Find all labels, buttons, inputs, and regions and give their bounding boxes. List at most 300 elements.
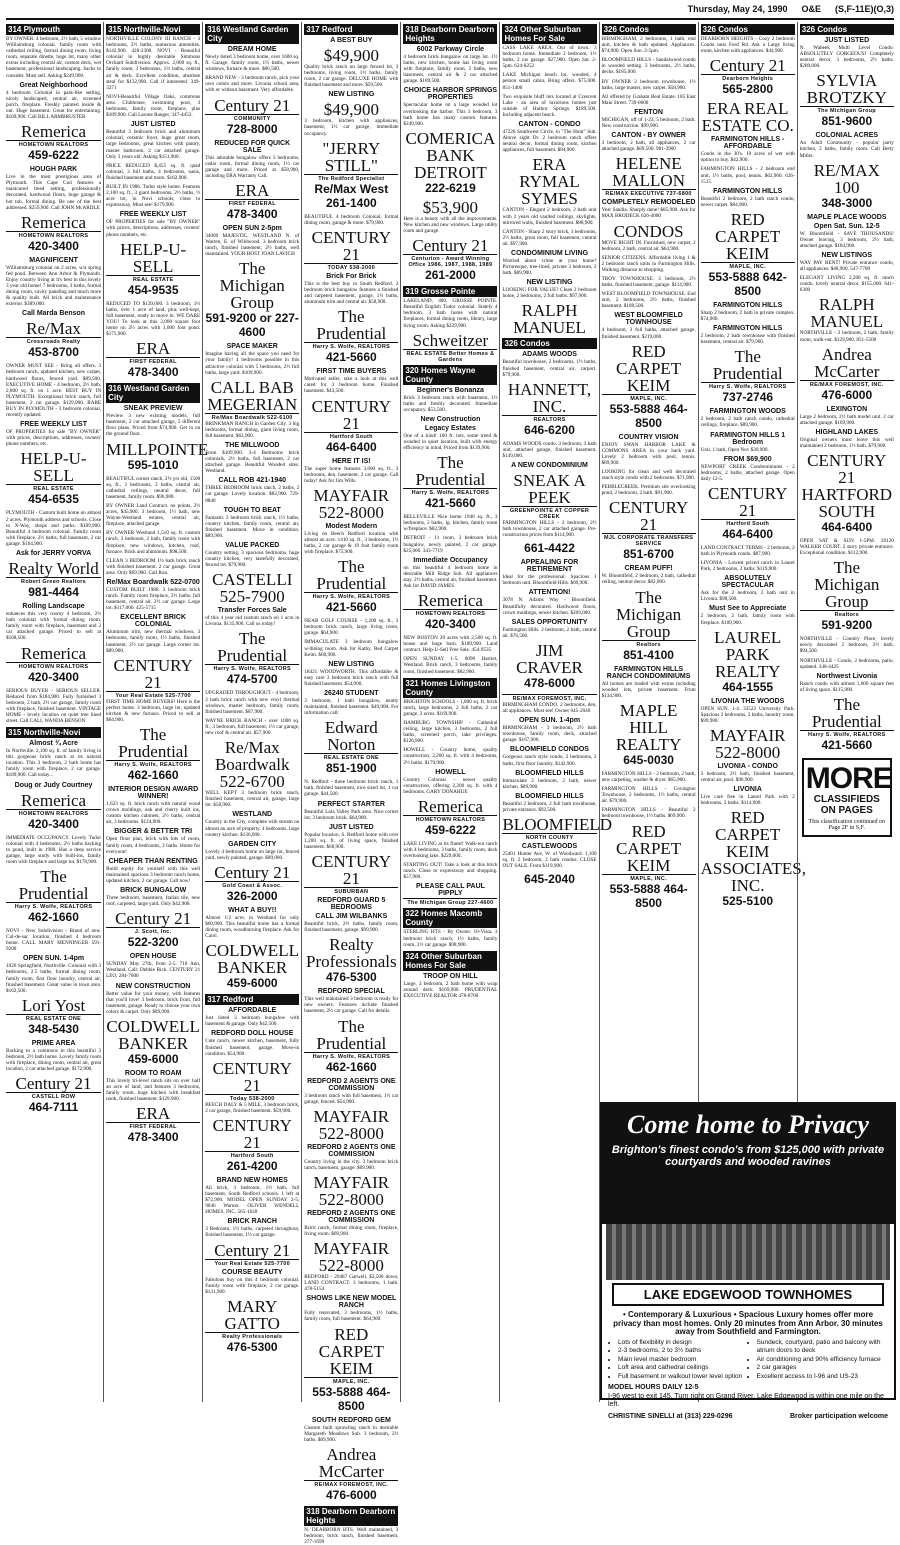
agency-name: SYLVIA BROTZKY [806, 71, 887, 108]
agency-phone: 478-3400 [127, 365, 179, 380]
listing-text: NORTHVILLE COLONY III RANCH - 3 bedrooms, 2½ baths, numerous amenities. $142,900. 420-2300. NOVI - Beautiful colonial in highly desirable Simmons Orchard Subdivision. Approx. 2,000 sq. ft., family room, 3 bedrooms, 1½ baths, central air & deck. Excellent condition, absolute steal for $132,900. Call if interested. 349-3271 [106, 36, 201, 91]
listing-text: Here is a beauty with all the improvements. New kitchen and new windows. Large utility room and garage. [403, 215, 498, 235]
listing-text: 25401 Hunter Ave, W. of Woodward. 1,100 sq. ft. 2 bedroom, 2 bath condos. CLOSE OUT SALE. From $119,900. [502, 850, 597, 870]
listing-headline: WHAT A BUY!! [228, 906, 277, 914]
listing-headline: TOUGH TO BEAT [223, 506, 281, 514]
agency-name: Lori Yost [21, 995, 86, 1015]
listing-headline: HERE IT IS! [332, 457, 371, 465]
agency-name: Remerica [20, 122, 87, 142]
lake-edgewood-ad [600, 1102, 896, 1420]
listing-text: FARMINGTON HILLS - 2 bedroom, 2½ bath townhouse, 2 car attached garage. Pre-construction prices from $114,900. [502, 520, 597, 539]
section-heading: 326 Condos [800, 24, 894, 35]
section-heading: 319 Grosse Pointe [403, 286, 497, 297]
listing-text: SERIOUS BUYER - SERIOUS SELLER. Reduced from $184,900. Fully furnished 3 bedroom, 2 bath, 2½ car garage, family room with fireplace, finished basement. VINTAGE HOME - lovely location on quiet tree lined street. Call CALL WANDA BENSON [6, 687, 102, 724]
listing-headline: Rolling Landscape [22, 603, 85, 611]
listing-text: BRINKMAN RANCH in Garden City. 3 big bedrooms, formal dining, giant living room, full basement. $63,900. [205, 420, 300, 439]
agency-phone: 478-3400 [127, 1130, 179, 1145]
section-heading: 324 Other Suburban Homes For Sale [403, 951, 497, 971]
section-heading: 324 Other Suburban Homes For Sale [502, 24, 596, 44]
lake-ad-feature: • Air conditioning and 90% efficiency furnace [757, 1356, 889, 1365]
lake-ad-headline: Come home to Privacy [627, 1110, 869, 1139]
listing-text: NEAR GOLF COURSE - 1,200 sq. ft., 3 bedroom brick ranch, large living room, garage. $64,900. [304, 618, 399, 637]
header-page: (S,F-11E)(O,3) [834, 4, 894, 14]
listing-text: This well maintained 3 bedroom is ready for new owners. Features include finished basement, 2½ car garage. Call for details. [304, 996, 399, 1015]
agency-name: HELP-U-SELL [20, 449, 87, 486]
listing-text: Beautiful Lola Valley Park area. Nice corner lot, 3 bedroom brick. $64,900. [304, 808, 399, 821]
agency-phone: 553-5888 642-8500 [708, 269, 787, 298]
listing-text: NORTHVILLE - 2 bedroom, 2 bath, family room, walk-out. $129,900. 851-5500 [799, 330, 894, 343]
agency-phone: 553-5888 464-8500 [312, 1384, 391, 1413]
agency-name: SNEAK A PEEK [513, 471, 586, 507]
agency-name: RALPH MANUEL [810, 295, 884, 332]
section-heading: 318 Dearborn Dearborn Heights [304, 1506, 398, 1526]
listing-text: REDUCED TO $139,000. 3 bedroom, 1½ baths, over 1 acre of land, plus well-kept, full basement, ready to move in. WE DARE YOU! To look at this 2,000 square foot home on 2½ acres with 1,000 foot pond. $175,900. [106, 300, 201, 338]
agency-subtitle: The Redford Specialist [304, 174, 398, 182]
listing-text: OF PROPERTIES for sale "BY OWNER" with prices, descriptions, addresses, owners' phone numbers, etc. [6, 429, 102, 448]
agency-phone: 326-2000 [226, 888, 278, 903]
listing-headline: HIGHLAND LAKES [815, 428, 879, 436]
listing-headline: REDFORD GUARD 5 BEDROOMS [317, 897, 386, 912]
agency-name: Century 21 [214, 95, 291, 115]
section-heading: 322 Homes Macomb County [403, 908, 497, 928]
listing-text: Beautiful 3 bedroom brick and aluminum colonial, ceramic foyer, huge great room, large bedrooms, great kitchen with pantry, master bathroom, 2 car attached garage. Only 3 years old. Asking $151,900. [106, 129, 201, 160]
agency-phone: 421-5660 [425, 496, 476, 511]
listing-text: WAYNE BRICK RANCH - over 1000 sq. ft., 3 bedroom, full basement, 1½ car garage, new roof & central air. $57,900. [205, 717, 300, 737]
listing-headline: ABSOLUTELY SPECTACULAR [721, 575, 774, 590]
listing-text: Worried about crime at your home? Picturesque, tree-lined, private 3 bedroom, 2 bath. $89,900. [502, 257, 597, 277]
listing-headline: COUNTRY VISION [618, 433, 679, 441]
lake-ad-feature: • Full basement or walkout lower level option [618, 1373, 750, 1382]
agency-name: ERA REAL ESTATE CO. [701, 99, 794, 136]
agency-phone: 737-2746 [722, 390, 774, 405]
section-heading: 318 Dearborn Dearborn Heights [403, 24, 497, 44]
agency-subtitle: Realtors [602, 640, 696, 648]
agency-name: HANNETT, INC. [507, 379, 592, 416]
listing-headline: HOUGH PARK [29, 166, 78, 174]
listing-headline: FARMINGTON HILLS [713, 325, 783, 333]
section-heading: 317 Redford [304, 24, 398, 35]
agency-name: COLDWELL BANKER [205, 941, 299, 978]
listing-text: 2 bedroom, 2 bath townhouse with finished basement, central air. $79,900. [700, 333, 795, 346]
listing-text: UPGRADED THROUGHOUT - 4 bedroom, 2 bath brick ranch with new vinyl thermal windows, master bedroom, family room, finished basement. $87,900. [205, 690, 300, 715]
listing-text: N. Wabeek Multi Level Condo. ABSOLUTELY GORGEOUS! Completely neutral decor, 3 bedrooms, 2½ baths. $289,000. [799, 45, 894, 70]
agency-name: $49,900 [323, 46, 379, 65]
agency-phone: 646-6200 [524, 422, 575, 437]
agency-name: Century 21 [412, 236, 489, 256]
agency-subtitle: Crossroads Realty [6, 337, 101, 345]
agency-phone: 348-5430 [28, 1021, 79, 1036]
agency-phone: 420-3400 [28, 669, 79, 684]
agency-phone: 464-6400 [325, 439, 377, 454]
agency-phone: 981-4464 [28, 585, 79, 600]
listing-text: All homes are loaded with extras including wooded lots, private basement. From $134,900. [601, 680, 696, 699]
listing-text: Live in the most prestigious area of Plymouth. This Cape Cod features a manicured treed setting, professionally decorated, hardwood floors, huge garage & hot tub, formal dining. Be one of the best addressed. $259,900. Call JOHN McARDLE [6, 174, 102, 211]
agency-subtitle: Centurion - Award Winning Office 1986, 1987, 1988, 1989 [403, 254, 497, 268]
listing-text: Spectacular home on a large wooded lot overlooking the harbor. This 3 bedroom, 3 bath home has many custom features. $249,900. [403, 102, 498, 127]
agency-name: RE/MAX 100 [813, 160, 880, 197]
listing-text: BY OWNER Westland 1,510 sq. ft. custom ranch, 3 bedroom, 2 bath, family room with fireplace, new windows, kitchen, roof, furnace. Brick and aluminum. $98,500. [106, 530, 201, 555]
listing-headline: THE MILLWOOD [225, 441, 280, 449]
agency-name: The Prudential [811, 694, 882, 731]
listing-headline: DREAM HOME [227, 46, 277, 53]
listing-text: BEAUTIFUL 4 bedroom Colonial, formal dining room, garage & more. $79,900. [304, 213, 399, 226]
listing-text: Country Colonial - newer quality construction, offering 2,200 sq. ft. with 4 bedrooms. GARY DONAHUE [403, 776, 498, 795]
listing-text: Ranch condo with almost 1,600 square feet of living space. $115,900. [799, 680, 894, 693]
listing-headline: FREE WEEKLY LIST [119, 211, 187, 219]
listing-text: BEAUTIFUL corner ranch, 2½ yrs old, 1500 sq. ft., 3 bedrooms, 2 baths, central air, cathedral ceilings, neutral decor, full basement, family room. $96,900. [106, 475, 201, 500]
listing-text: Fantastic 3 bedroom brick ranch, 1½ baths, country kitchen, family room, central air, finished basement. Move in condition. $89,900. [205, 514, 300, 539]
agency-subtitle: RE/MAX EXECUTIVE 737-6800 [602, 189, 696, 197]
listing-headline: FARMINGTON HILLS [713, 301, 783, 309]
agency-phone: 476-6000 [325, 1487, 377, 1502]
listing-headline: CHOICE HARBOR SPRINGS PROPERTIES [403, 87, 498, 102]
agency-phone: 462-1660 [127, 768, 179, 783]
listing-headline: LIVONIA [733, 786, 762, 794]
listing-text: Country living in the city. 3 bedroom brick ranch, basement, garage. $69,900. [304, 1158, 399, 1171]
listing-text: 2 bedroom, 2 bath ranch condo, cathedral ceilings, fireplace. $89,900. [700, 416, 795, 429]
agency-name: The Prudential [316, 307, 387, 344]
agency-subtitle: Harry S. Wolfe, REALTORS [304, 1052, 398, 1060]
listing-headline: 6002 Parkway Circle [416, 46, 485, 53]
listing-text: The super home features 3,600 sq. ft., 3 bedrooms, den, basement, 2 car garage. Call today! Ask for Jim Wills. [304, 465, 399, 484]
listing-headline: FARMINGTON HILLS 1 Bedroom [710, 431, 786, 446]
section-heading: 321 Homes Livingston County [403, 678, 497, 698]
agency-name: Remerica [417, 591, 483, 611]
listing-headline: Open Sat. Sun. 12-5 [813, 222, 880, 230]
agency-name: The Prudential [316, 557, 387, 594]
lake-ad-features [608, 1339, 888, 1382]
agency-subtitle: REALTORS [502, 415, 596, 423]
column-1 [4, 22, 103, 1402]
listing-text: OPEN SAT & SUN 1-5PM. 39120 WALKER COURT. 2 story private entrance. Exceptional condition. $112,900. [799, 537, 894, 557]
listing-headline: BIGGER & BETTER TRI [114, 828, 193, 836]
agency-phone: 421-5660 [325, 600, 377, 615]
agency-phone: 851-4100 [623, 647, 674, 662]
listing-text: Quality brick ranch on large fenced lot, 3 bedrooms, living room, 1½ baths, family room, 2 car garage. DELUXE HOME with finished basement and more. $59,500. [304, 64, 399, 89]
column-5 [400, 22, 499, 1402]
agency-name: MAYFAIR 522-8000 [313, 1106, 390, 1143]
listing-headline: REDFORD DOLL HOUSE [211, 1030, 294, 1038]
lake-ad-subhead: Brighton's finest condo's from $125,000 with private courtyards and wooded ravines [611, 1144, 885, 1168]
agency-name: CONDOS [613, 221, 684, 241]
listing-headline: JUST LISTED [130, 121, 176, 129]
agency-name: ERA [136, 339, 171, 359]
listing-text: REDFORD - 20487 Garwell, $2,500 down, LAND CONTRACT. 3 bedrooms, 1 bath. 478-5154 [304, 1274, 399, 1293]
header-date: Thursday, May 24, 1990 [687, 4, 788, 14]
listing-text: Better value for your money, with features that you'll love! 3 bedroom, brick front, full basement, garage. Ready to choose your own colors & carpet. Only $89,900. [106, 990, 201, 1015]
listing-headline: ROOM TO ROAM [124, 1069, 182, 1077]
column-4 [301, 22, 400, 1545]
section-heading: 326 Condos [701, 24, 795, 35]
agency-phone: 222-6219 [425, 180, 476, 195]
listing-text: Backing to a commons in this beautiful 3 bedroom, 2½ bath home. Lovely family room with fireplace, dining room, central air, great location, 2 car attached garage. $172,900. [6, 1047, 102, 1073]
agency-phone: 454-6535 [28, 492, 79, 507]
listing-headline: Immediate Occupancy [413, 556, 488, 564]
section-heading: 314 Plymouth [6, 24, 101, 35]
column-3 [202, 22, 301, 1402]
agency-subtitle: Today 538-2000 [205, 1094, 299, 1102]
listing-headline: EXCELLENT BRICK COLONIAL [120, 614, 186, 629]
agency-phone: 462-1660 [28, 910, 79, 924]
listing-headline: Ask for JERRY VORVA [15, 550, 92, 558]
listing-headline: SOUTH REDFORD GEM [311, 1416, 391, 1424]
listing-text: BLOOMFIELD HILLS - Sandalwood condo in wooded setting. 3 bedrooms, 2½ baths, decks. $185,000. [601, 57, 696, 76]
listing-text: PLYMOUTH - Custom built home on almost 2 acres. Plymouth address and schools. Close to X-Way, shops and parks. $189,900. Beautiful 4 bedroom colonial. Family room with fireplace, 2½ baths, full basement, 2 car garage. $164,900. [6, 510, 102, 547]
listing-text: BY OWNER Land Contract. no points, 2½ acres, $45,900. 3 bedroom, 1½ bath, new Wayne-Westland estates, central air, fireplace, attached garage. [106, 502, 201, 528]
agency-name: Edward Norton [324, 718, 378, 755]
listing-text: BRIGHTON SCHOOLS - 1,800 sq. ft. brick ranch, large bedrooms, 2 full baths, 2 car garage, 2 acres. $169,900. [403, 698, 498, 717]
agency-name: The Michigan Group [219, 259, 285, 313]
agency-subtitle: FIRST FEDERAL [106, 357, 200, 365]
agency-subtitle: Hartford South [205, 1151, 299, 1159]
listing-headline: LIVONIA THE WOODS [711, 697, 785, 705]
listing-text: LOOKING FOR VALUE? Clean 2 bedroom home, 2 bedrooms, 2 full baths. $97,900. [502, 287, 597, 300]
listing-text: All offered by Graham Real Estate. 185 East Main Street. 739-0600 [601, 93, 696, 106]
listing-text: WAY PAY RENT! Private entrance condo, all appliances. $48,900. 547-7700 [799, 259, 894, 273]
agency-phone: 476-5300 [325, 970, 377, 985]
listing-headline: AFFORDABLE [228, 1007, 277, 1015]
listing-headline: CONDOMINIUM LIVING [511, 249, 589, 257]
listing-headline: SNEAK PREVIEW [123, 405, 183, 413]
agency-subtitle: Your Real Estate 525-7700 [205, 1259, 299, 1267]
listing-headline: ATTENTION! [528, 589, 571, 597]
listing-text: FARMINGTON HILLS - 2 bedroom, 2 bath, new carpeting, washer & dryer. $65,900. [601, 770, 696, 783]
listing-headline: New Construction [420, 415, 481, 423]
page-header [6, 0, 894, 20]
agency-phone: 553-5888 464-8500 [609, 881, 688, 910]
listing-text: 1,623 sq. ft. brick ranch with natural wood crown moldings, oak and cherry built ins, custom kitchen cabinets, 2½ baths, central air, 3 bedrooms. $124,900. [106, 801, 201, 826]
agency-name: The Prudential [18, 867, 89, 903]
agency-name: CENTURY 21 [311, 852, 391, 889]
listing-text: BIRMINGHAM - 3 bedroom, 2½ bath townhouse, family room, deck, attached garage. $167,900. [502, 725, 597, 744]
listing-text: SUNDAY May 27th, from 2-5. 710 Ann, Westland. Call: Debbie Rich. CENTURY 21 LEO, 284-7000 [106, 961, 201, 980]
agency-phone: 348-3000 [821, 195, 873, 210]
listing-text: PRICE REDUCED $,455 sq. ft. quad colonial, 3 full baths, 4 bedrooms, oasis, finished basement and more. $162,900. [106, 162, 201, 181]
listing-text: Brick ranch, formal dining room, fireplace, living room. $69,900. [304, 1224, 399, 1237]
listing-headline: OPEN SUN. 1-4pm [518, 717, 581, 725]
agency-name: Re/Max Boardwalk 522-6700 [214, 738, 290, 792]
agency-subtitle: FIRST FEDERAL [106, 1122, 200, 1130]
section-heading: 317 Redford [205, 994, 299, 1005]
listing-text: HOWELL - Country home, quality construction, 2,200 sq. ft. with 4 bedrooms, 2½ baths. $179,900. [403, 747, 498, 766]
listing-text: 47226 Southwest Circle, in "The Hunt" Sub. Above sight Dr. 2 bedroom ranch offers neutral decor, formal dining room, kitchen appliances, full basement. $84,900. [502, 129, 597, 154]
lake-ad-feature: • Lots of flexibility in design [618, 1339, 750, 1348]
listing-text: Immaculate 2 bedroom, 2 bath, newer kitchen. $89,900. [502, 777, 597, 790]
agency-name: Remerica [20, 643, 87, 663]
agency-subtitle: HOMETOWN REALTORS [6, 140, 101, 148]
section-heading: 326 Condos [602, 24, 696, 35]
agency-phone: 464-6400 [821, 519, 873, 534]
agency-name: MAPLE HILL REALTY [615, 700, 682, 754]
listing-headline: JUST LISTED [328, 823, 374, 831]
listing-text: BUILT IN 1986. Tudor style home. Features 2,100 sq. ft., 3 giant bedrooms, 2½ baths, ½ acre lot, in Novi schools, close to expressway. Must see! $179,900. [106, 183, 201, 209]
listing-headline: REDFORD 2 AGENTS ONE COMMISSION [307, 1209, 396, 1224]
lake-ad-feature: • Excellent access to I-96 and US-23 [757, 1373, 889, 1382]
agency-name: Andrea McCarter [318, 1444, 384, 1481]
section-heading: 315 Northville-Novi [6, 727, 101, 738]
agency-name: ERA [136, 1104, 171, 1124]
agency-phone: 851-6700 [623, 547, 674, 562]
listing-headline: FARMINGTON HILLS - AFFORDABLE [711, 136, 785, 151]
listing-text: HAMBURG TOWNSHIP - Cathedral ceiling, large kitchen, 3 bedrooms, 2 full baths, screened porch, lake privileges. $126,900. [403, 719, 498, 745]
listing-text: N. DEARBORN HTS. Well maintained, 3 bedroom, brick ranch, finished basement. 277-1699 [304, 1526, 399, 1545]
listing-text: All brick, 3 bedroom, 1½ bath, full basement, South Redford schools. 1 left at $72,900. MODEL OPEN SUNDAY 2-5, 9046 Warner. OLIVER WENDELL HOMES, INC. 565-1620 [205, 1184, 300, 1216]
listing-headline: GARDEN CITY [228, 840, 277, 848]
agency-name: Realty World [8, 559, 99, 579]
agency-subtitle: SUBURBAN [304, 887, 398, 895]
agency-subtitle: HOMETOWN REALTORS [6, 662, 101, 670]
listing-headline: FARMINGTON WOODS [709, 408, 786, 416]
agency-phone: 420-3400 [28, 238, 79, 253]
more-classifieds-box [802, 758, 892, 837]
listing-text: Ask for the 2 bedroom, 2 bath unit in Livonia. $98,500. [700, 590, 795, 603]
agency-subtitle: HOMETOWN REALTORS [6, 231, 101, 239]
listing-headline: REDFORD SPECIAL [317, 988, 385, 996]
agency-phone: 462-1660 [325, 1059, 377, 1074]
listing-text: Original owners must leave this well maintained 2 bedroom, 1½ bath. $79,900. [799, 436, 894, 449]
agency-subtitle: REAL ESTATE ONE [304, 753, 398, 761]
listing-headline: Beginner's Bonanza [416, 386, 484, 394]
listing-headline: Great Neighborhood [19, 81, 88, 89]
agency-phone: 851-9600 [821, 114, 873, 129]
agency-name: CENTURY 21 [608, 498, 689, 535]
agency-phone: 553-5888 464-8500 [609, 401, 688, 430]
agency-subtitle: GREENPOINTE AT COPPER CREEK [502, 506, 596, 520]
agency-phone: 421-5660 [821, 737, 873, 752]
agency-name: RED CARPET KEIM [616, 341, 682, 395]
listing-text: Ideal for the professional. Spacious 1 bedroom unit. Bloomfield Hills. $69,900. [502, 574, 597, 587]
agency-subtitle: Harry S. Wolfe, REALTORS [800, 730, 894, 738]
listing-text: BY OWNER. 4 bedroom, 2½ bath, 5 window Williamsburg colonial. family room with cathedral ceiling, formal dining room, living room, separate dinette, huge lot, many other extras including central air, custom deck, wet basement, professional landscaping. Sacks to consider. Must sell. Asking $249,900. [6, 36, 102, 79]
listing-text: Almost 1/2 acre, in Westland for only $60,900. This beautiful home has a formal dining room, woodburning fireplace. Ask for Carol. [205, 914, 300, 940]
listing-text: Unit, 1 bath, Open Nov $39,900. [700, 446, 769, 453]
agency-name: CENTURY 21 HARTFORD SOUTH [801, 450, 893, 521]
listing-text: Build equity for yourself with this well maintained spacious 3 bedroom ranch home, updated kitchen, 2 car garage. Call now! [106, 865, 201, 884]
listing-text: LIVONIA - Lowest priced ranch in Laurel Park, 2 bedrooms, 2 baths. $119,900. [700, 560, 795, 573]
agency-name: CENTURY 21 [708, 483, 788, 520]
agency-name: COMERICA BANK DETROIT [405, 128, 496, 182]
agency-phone: 420-3400 [425, 617, 476, 632]
listing-text: 3 bedroom, 2½ bath, finished basement, central air, pool. $96,900. [700, 770, 795, 783]
agency-subtitle: MAPLE, INC. [602, 394, 696, 402]
listing-headline: A NEW CONDOMINIUM [511, 462, 588, 469]
agency-subtitle: Harry S. Wolfe, REALTORS [403, 488, 497, 496]
agency-phone: 474-5700 [226, 672, 278, 687]
listing-headline: REDUCED FOR QUICK SALE [214, 139, 291, 154]
listing-text: One of a kind! 100 ft. lots, some treed & wooded in quiet location, built with energy efficiency in mind. Priced from $139,900. [403, 432, 498, 452]
listing-headline: BRAND NEW HOMES [216, 1176, 288, 1184]
listing-text: Three bedroom, basement, Italian tile, new roof, carpeted, large yard. Only $42,900. [106, 895, 201, 908]
agency-subtitle: REAL ESTATE ONE [6, 1014, 101, 1022]
agency-name: The Prudential [118, 725, 189, 762]
listing-text: 4 bedroom Colonial in park-like setting, nicely landscaped, central air, screened porch, fireplace. Freshly painted inside & out. Huge basement. Great for entertaining. $169,900. Call BILL ARMBRUSTER [6, 89, 102, 121]
listing-text: Beautiful 2 bedroom, 2 bath ranch condo, newer carpet. $84,900. [700, 195, 795, 208]
agency-name: RED CARPET KEIM [616, 821, 682, 875]
listing-text: BIRMINGHAM CONDO, 2 bedrooms, den, all appliances. Must see! Owner 645-2040 [502, 701, 597, 715]
listing-text: Motivated seller, take a look at this well cared for 3 bedroom home. Finished basement. $43,500. [304, 376, 399, 395]
listing-text: 3 bedroom, 1 bath bungalow, neatly maintained, finished basement. $49,900. For information call: [304, 698, 399, 717]
listing-text: 3078 N. Adams Way - Bloomfield. Beautifully decorated. Hardwood floors, crown moldings, newer kitchen. $209,000. [502, 597, 597, 616]
agency-name: The Michigan Group [814, 558, 880, 612]
listing-headline: Call Marda Benson [22, 310, 86, 318]
agency-phone: 459-6222 [28, 148, 79, 163]
agency-phone: 645-0030 [623, 752, 674, 767]
listing-text: MOVE RIGHT IN. Furnished, new carpet, 2 bedroom, 2 bath, central air. $64,900. [601, 239, 696, 252]
agency-phone: 454-9535 [127, 282, 179, 297]
agency-phone: 478-6000 [524, 675, 575, 690]
listing-text: W. Bloomfield - SAVE THOUSANDS! Owner leaving, 3 bedroom, 2½ bath, attached garage. $184,900. [799, 230, 894, 249]
listing-headline: NEW LISTING [526, 279, 573, 287]
listing-text: From $109,900. 3-4 Bedrooms brick colonials, 2½ baths, full basement, 2 car attached garage. Beautiful Wooded sites. Westland. [205, 449, 300, 475]
agency-subtitle: Gold Coast & Assoc. [205, 881, 299, 889]
listing-text: This adorable bungalow offers 3 bedrooms, cedar room, formal dining room, 1½ car garage and more. Priced at $58,900, including ERA Warranty Call. [205, 154, 300, 179]
listing-text: 4 bedroom, 3 full baths, attached garage, finished basement. $219,000. [601, 327, 696, 340]
more-note: This classification continued on Page 2F in S,F. [808, 818, 886, 831]
listing-text: ELEGANT LIVING 2,200 sq. ft. ranch condo, lovely neutral decor. $155,000. 641-6300 [799, 275, 894, 294]
listing-text: DETROIT - 11 room, 3 bedroom brick bungalow, newly painted, 2 car garage. $25,000. 343-7719 [403, 535, 498, 554]
lake-ad-feature: • Loft area and cathedral ceilings [618, 1364, 750, 1373]
listing-text: LOOKING for clean and well decorated ranch style condo with 2 bedrooms. $71,900. [601, 469, 696, 482]
agency-phone: 464-7111 [28, 1100, 79, 1115]
listing-text: LAKE Michigan beach lot, wooded, 4 person small cabin, Bring offers. $75,000. 851-1400 [502, 72, 597, 91]
listing-headline: BLOOMFIELD HILLS [515, 769, 584, 777]
listing-headline: VALUE PACKED [225, 542, 280, 549]
agency-subtitle: NORTH COUNTY [502, 833, 596, 841]
agency-subtitle: RE/MAX FOREMOST, INC. [304, 1480, 398, 1488]
lake-ad-contact: CHRISTINE SINELLI at (313) 229-0296 [608, 1412, 733, 1420]
listing-headline: MAPLE PLACE WOODS [807, 213, 887, 221]
listing-headline: BLOOMFIELD HILLS [515, 792, 584, 800]
listing-text: Gorgeous ranch style condo, 2 bedrooms, 2 baths, first floor laundry. $142,900. [502, 754, 597, 767]
listing-headline: OPEN HOUSE [129, 953, 177, 961]
agency-name: MAYFAIR 522-8000 [313, 485, 390, 522]
lake-ad-tagline: • Contemporary & Luxurious • Spacious Luxury homes offer more privacy than most homes. Only 20 minutes from Ann Arbor. 30 minutes away from Southfield and Farmington. [613, 1310, 883, 1336]
section-heading: 326 Condos [502, 338, 596, 349]
agency-name: Century 21 [214, 1240, 291, 1260]
listing-text: DEARBORN HEIGHTS - Cozy 2 bedroom Condo near Ford Rd. Ask a Large living room, kitchen with appliances. $44,900. [700, 36, 795, 55]
listing-text: FARMINGTON HILLS - Beautiful 2 bedroom townhouse, 1½ baths. $69,900. [601, 807, 696, 820]
listing-headline: TROOP ON HILL [423, 972, 478, 980]
agency-phone: 261-4200 [226, 1158, 278, 1173]
lake-ad-broker: Broker participation welcome [789, 1412, 888, 1420]
agency-phone: 476-5300 [226, 1339, 278, 1354]
listing-text: CLEAN 3 BEDROOM 1½ bath brick ranch with finished basement. 2 car garage. Great area. Only $69,900. Call Ron. [106, 557, 201, 576]
listing-headline: ADAMS WOODS [522, 351, 577, 359]
section-heading: 316 Westland Garden City [205, 24, 299, 44]
header-paper: O&E [801, 4, 821, 14]
listing-text: Lovely 4 bedroom home on large lot, fenced yard, newly painted, garage. $89,000. [205, 848, 300, 861]
lake-ad-name: LAKE EDGEWOOD TOWNHOMES [612, 1283, 884, 1306]
section-heading: 315 Northville-Novi [106, 24, 200, 35]
listing-text: Custom built sprawling ranch in desirable Margareth Meadows Sub. 3 bedroom, 2½ baths. $89,900. [304, 1424, 399, 1443]
listing-text: An Adult Community - popular party kitchen, 2 baths, family room. Call Betty Miller. [799, 140, 894, 159]
agency-subtitle: Hartford South [701, 519, 795, 527]
listing-headline: PERFECT STARTER [317, 800, 385, 808]
listing-text: NEW BOSTON 20 acres with 2,500 sq. ft. house and huge barn. $189,900. Land contract. Help-U-Sell Free Sale. 454-9535 [403, 635, 498, 654]
agency-name: ERA [235, 180, 270, 200]
agency-name: The Prudential [415, 453, 486, 490]
listing-text: FARMINGTON HILLS - Covington Townhouse, 2 bedrooms, 1½ baths, central air. $79,900. [601, 786, 696, 805]
listing-headline: MAGNIFICENT [29, 256, 78, 264]
lake-ad-feature: • 2-3 bedrooms, 2 to 3½ baths [618, 1347, 750, 1356]
agency-subtitle: RE/MAX FOREMOST, INC. [502, 694, 596, 702]
listing-text: 3 Bedroom, 1½ baths, carpeted throughout, finished basement, 1½ car garage. [205, 1226, 300, 1239]
agency-subtitle: HOMETOWN REALTORS [403, 815, 497, 823]
agency-name: MILLPOINTE [106, 439, 209, 459]
listing-text: STARTING OUT! Take a look at this brick ranch. Close to expressway and shopping. $57,900. [403, 862, 498, 881]
agency-subtitle: Re/Max Boardwalk 522-6100 [205, 413, 299, 421]
agency-phone: 459-6222 [425, 822, 476, 837]
